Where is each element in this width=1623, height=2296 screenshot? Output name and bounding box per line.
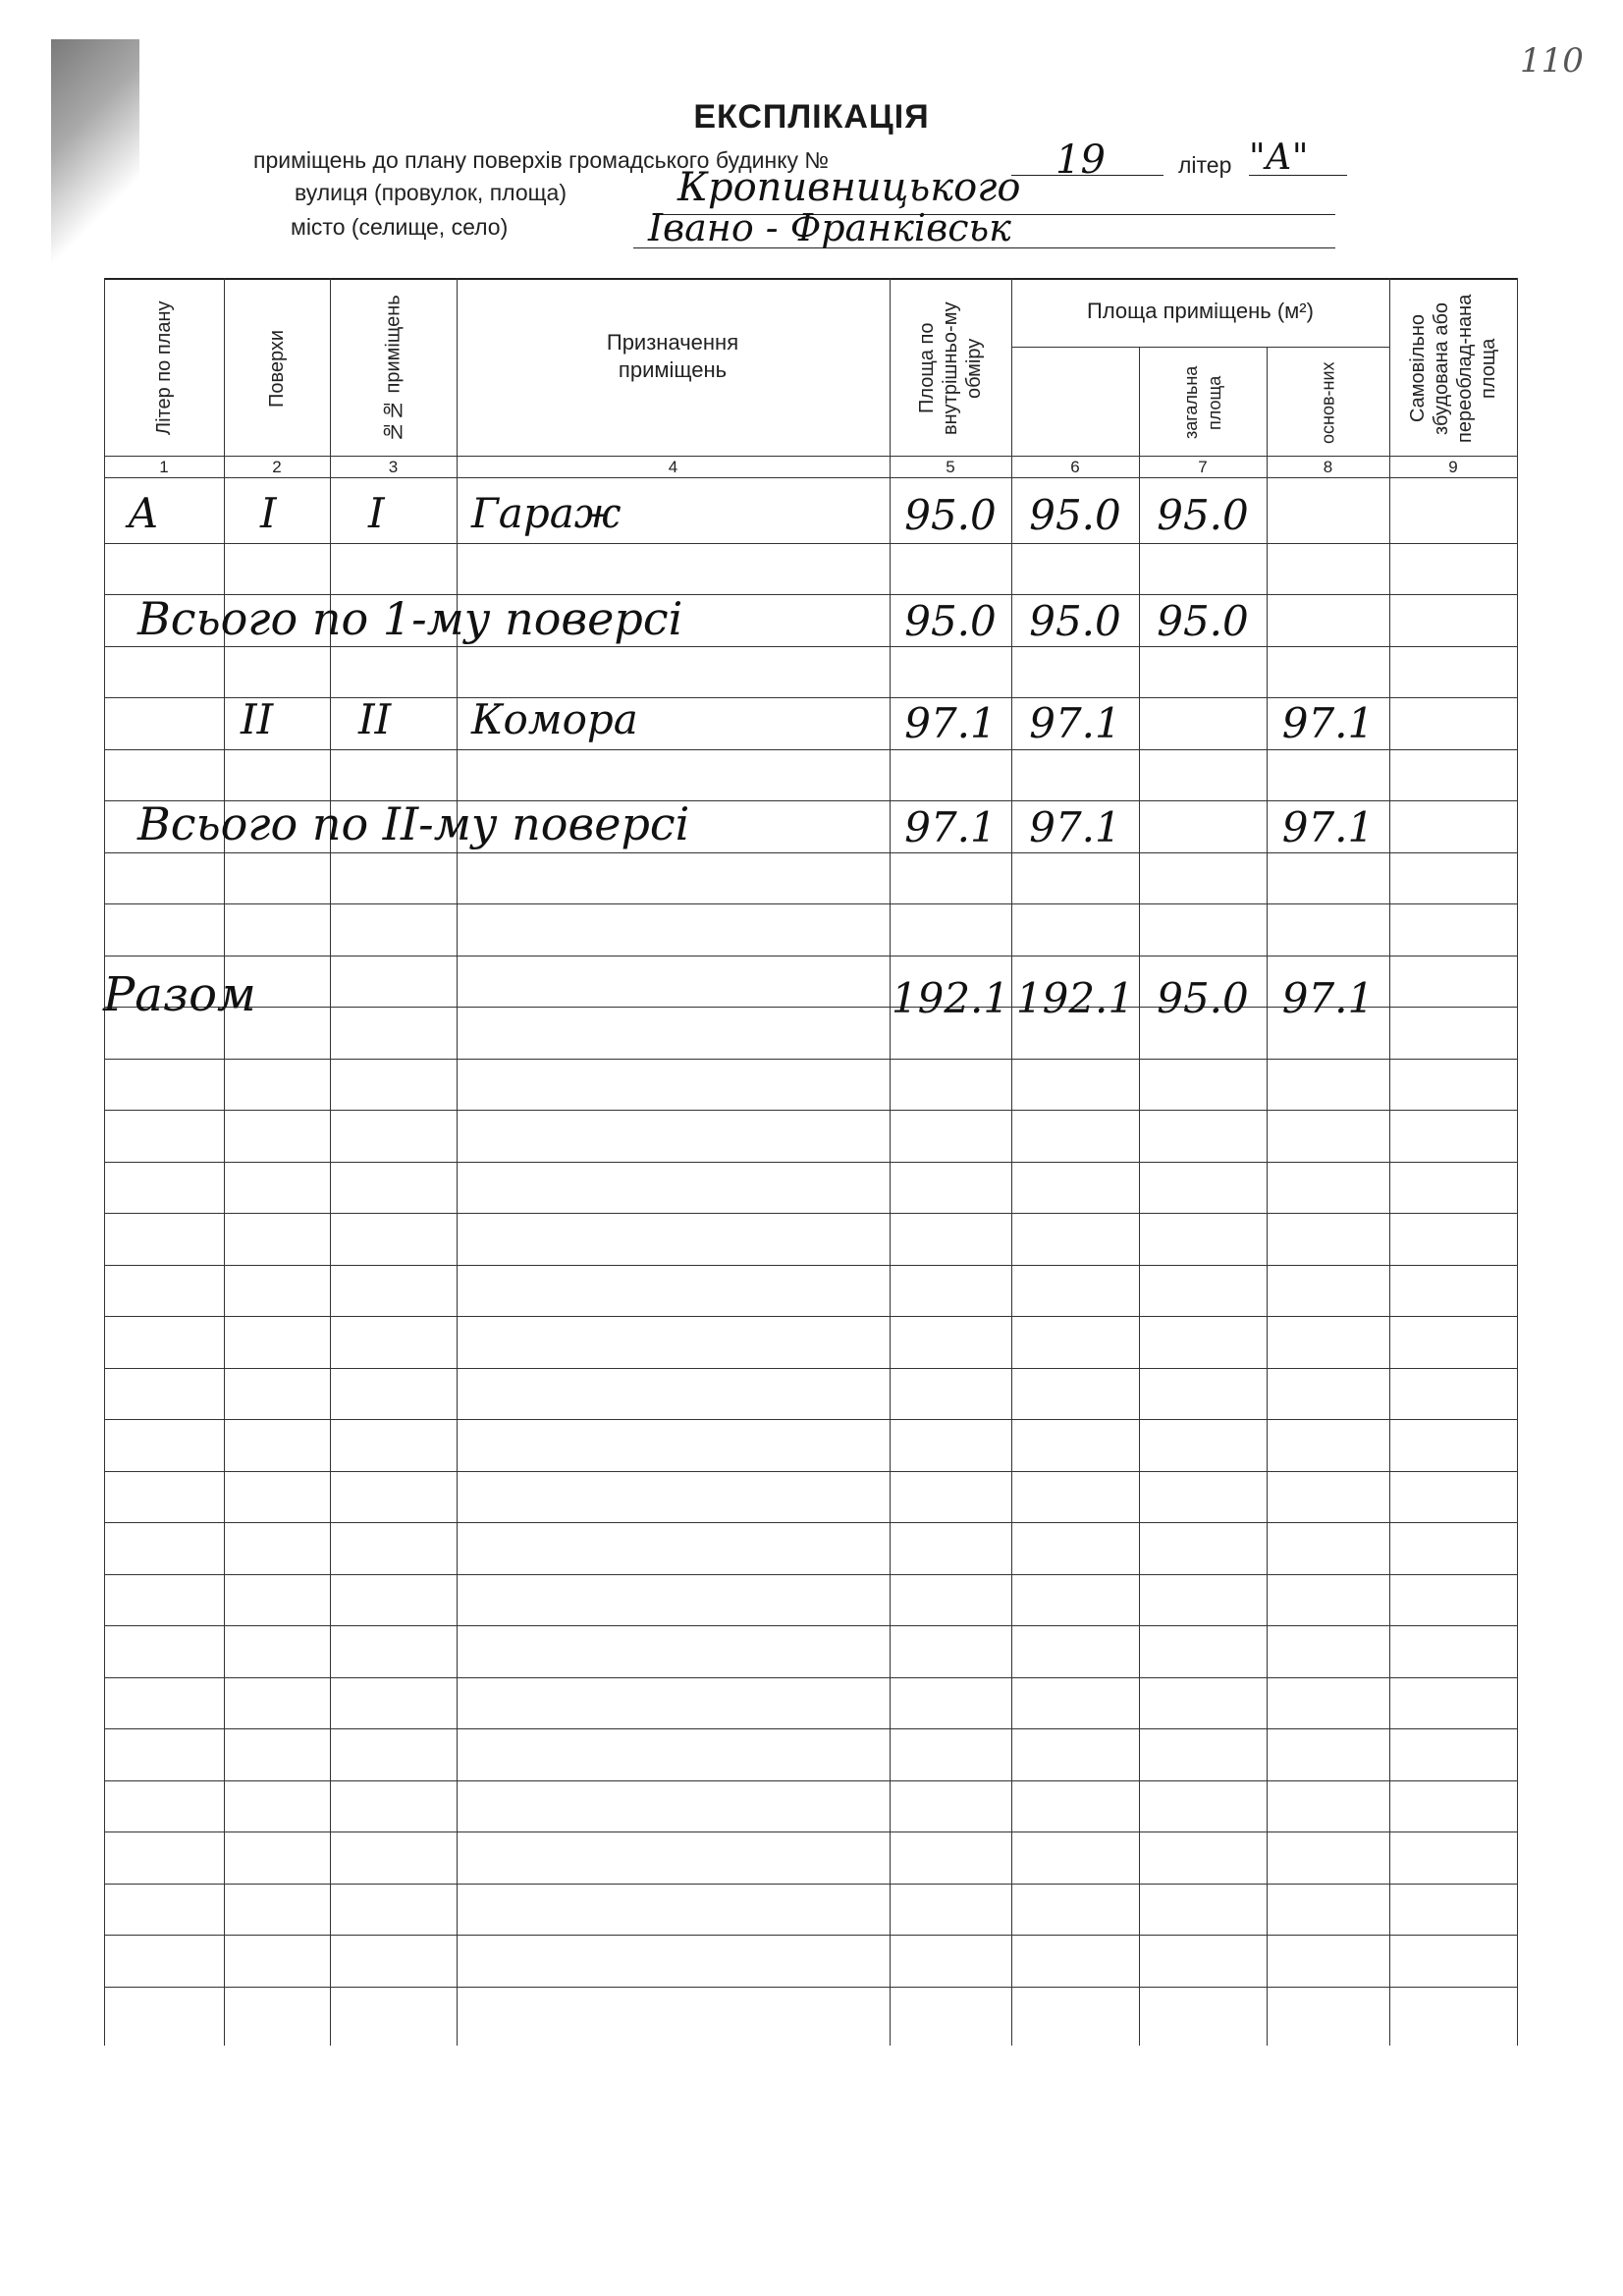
row-1-litera: А xyxy=(128,489,159,537)
area-group-rule xyxy=(1011,347,1389,348)
row-2-purpose: Всього по 1-му поверсі xyxy=(137,592,683,645)
col-header-litera: Літер по плану xyxy=(153,301,175,436)
col-num-9: 9 xyxy=(1448,458,1458,476)
table-ruled-line xyxy=(104,1935,1518,1936)
row-3-purpose: Комора xyxy=(471,695,638,743)
table-ruled-line xyxy=(104,543,1518,544)
col-num-8: 8 xyxy=(1323,458,1333,476)
col-border-7 xyxy=(1267,347,1268,2046)
col-num-4: 4 xyxy=(668,458,678,476)
table-ruled-line xyxy=(104,1368,1518,1369)
street-label: вулиця (провулок, площа) xyxy=(295,180,568,205)
row-1-inner-area: 95.0 xyxy=(904,491,997,539)
scan-corner-shadow xyxy=(51,39,139,275)
table-ruled-line xyxy=(104,697,1518,698)
table-ruled-line xyxy=(104,1471,1518,1472)
row-3-inner-area: 97.1 xyxy=(904,699,997,747)
table-ruled-line xyxy=(104,1522,1518,1523)
row-2-inner-area: 95.0 xyxy=(904,597,997,645)
col-header-total-area-sub xyxy=(1015,354,1135,452)
table-ruled-line xyxy=(104,852,1518,853)
table-ruled-line xyxy=(104,1316,1518,1317)
table-ruled-line xyxy=(104,1987,1518,1988)
header-bottom-rule xyxy=(104,456,1518,457)
table-ruled-line xyxy=(104,1213,1518,1214)
city-label: місто (селище, село) xyxy=(291,214,509,240)
table-ruled-line xyxy=(104,1419,1518,1420)
row-3-floor: II xyxy=(241,695,274,743)
row-5-total-area: 192.1 xyxy=(1015,974,1135,1022)
table-ruled-line xyxy=(104,1110,1518,1111)
row-3-aux-area: 97.1 xyxy=(1281,699,1375,747)
row-2-main-area: 95.0 xyxy=(1157,597,1249,645)
col-num-1: 1 xyxy=(159,458,169,476)
row-5-purpose: Разом xyxy=(103,967,256,1022)
row-1-total-area: 95.0 xyxy=(1029,491,1121,539)
document-title: ЕКСПЛІКАЦІЯ xyxy=(693,98,930,136)
col-num-2: 2 xyxy=(272,458,282,476)
col-header-unauthorized: Самовільно збудована або переоблад-нана площа xyxy=(1407,294,1499,443)
page-number: 110 xyxy=(1520,41,1584,81)
col-header-purpose: Призначення приміщень xyxy=(606,330,739,382)
table-ruled-line xyxy=(104,1574,1518,1575)
table-ruled-line xyxy=(104,1265,1518,1266)
row-2-total-area: 95.0 xyxy=(1029,597,1121,645)
row-1-floor: I xyxy=(260,489,277,537)
table-ruled-line xyxy=(104,1162,1518,1163)
table-ruled-line xyxy=(104,749,1518,750)
row-3-total-area: 97.1 xyxy=(1029,699,1121,747)
row-4-purpose: Всього по II-му поверсі xyxy=(137,797,690,850)
col-num-5: 5 xyxy=(946,458,955,476)
header-line1-label: приміщень до плану поверхів громадського будинку № xyxy=(253,147,830,173)
column-number-rule xyxy=(104,477,1518,478)
col-num-7: 7 xyxy=(1198,458,1208,476)
row-4-inner-area: 97.1 xyxy=(904,803,997,851)
col-header-inner-area: Площа по внутрішньо-му обміру xyxy=(916,301,985,435)
row-5-aux-area: 97.1 xyxy=(1281,974,1375,1022)
col-header-total-area: загальна площа xyxy=(1181,365,1224,440)
col-header-area-group: Площа приміщень (м²) xyxy=(1087,299,1314,323)
table-ruled-line xyxy=(104,646,1518,647)
table-ruled-line xyxy=(104,1780,1518,1781)
col-num-3: 3 xyxy=(388,458,399,476)
col-num-6: 6 xyxy=(1070,458,1080,476)
table-ruled-line xyxy=(104,1728,1518,1729)
table-ruled-line xyxy=(104,1625,1518,1626)
table-ruled-line xyxy=(104,903,1518,904)
table-ruled-line xyxy=(104,1831,1518,1832)
row-1-purpose: Гараж xyxy=(471,489,622,537)
table-ruled-line xyxy=(104,1677,1518,1678)
building-no-value: 19 xyxy=(1055,137,1106,183)
col-header-main-area: основ-них xyxy=(1318,361,1338,444)
litera-label: літер xyxy=(1178,152,1232,178)
table-ruled-line xyxy=(104,1059,1518,1060)
city-value: Івано - Франківськ xyxy=(648,206,1011,249)
row-5-main-area: 95.0 xyxy=(1157,974,1249,1022)
col-header-floors: Поверхи xyxy=(266,329,288,408)
row-4-total-area: 97.1 xyxy=(1029,803,1121,851)
row-1-room: I xyxy=(368,489,385,537)
table-ruled-line xyxy=(104,1884,1518,1885)
col-header-room-numbers: №№ приміщень xyxy=(382,295,405,442)
row-4-aux-area: 97.1 xyxy=(1281,803,1375,851)
row-5-inner-area: 192.1 xyxy=(891,974,1010,1022)
row-1-main-area: 95.0 xyxy=(1157,491,1249,539)
litera-value: "А" xyxy=(1249,137,1309,178)
row-3-room: II xyxy=(358,695,392,743)
table-ruled-line xyxy=(104,956,1518,957)
street-value: Кропивницького xyxy=(677,165,1021,210)
table-top-rule xyxy=(104,278,1518,280)
